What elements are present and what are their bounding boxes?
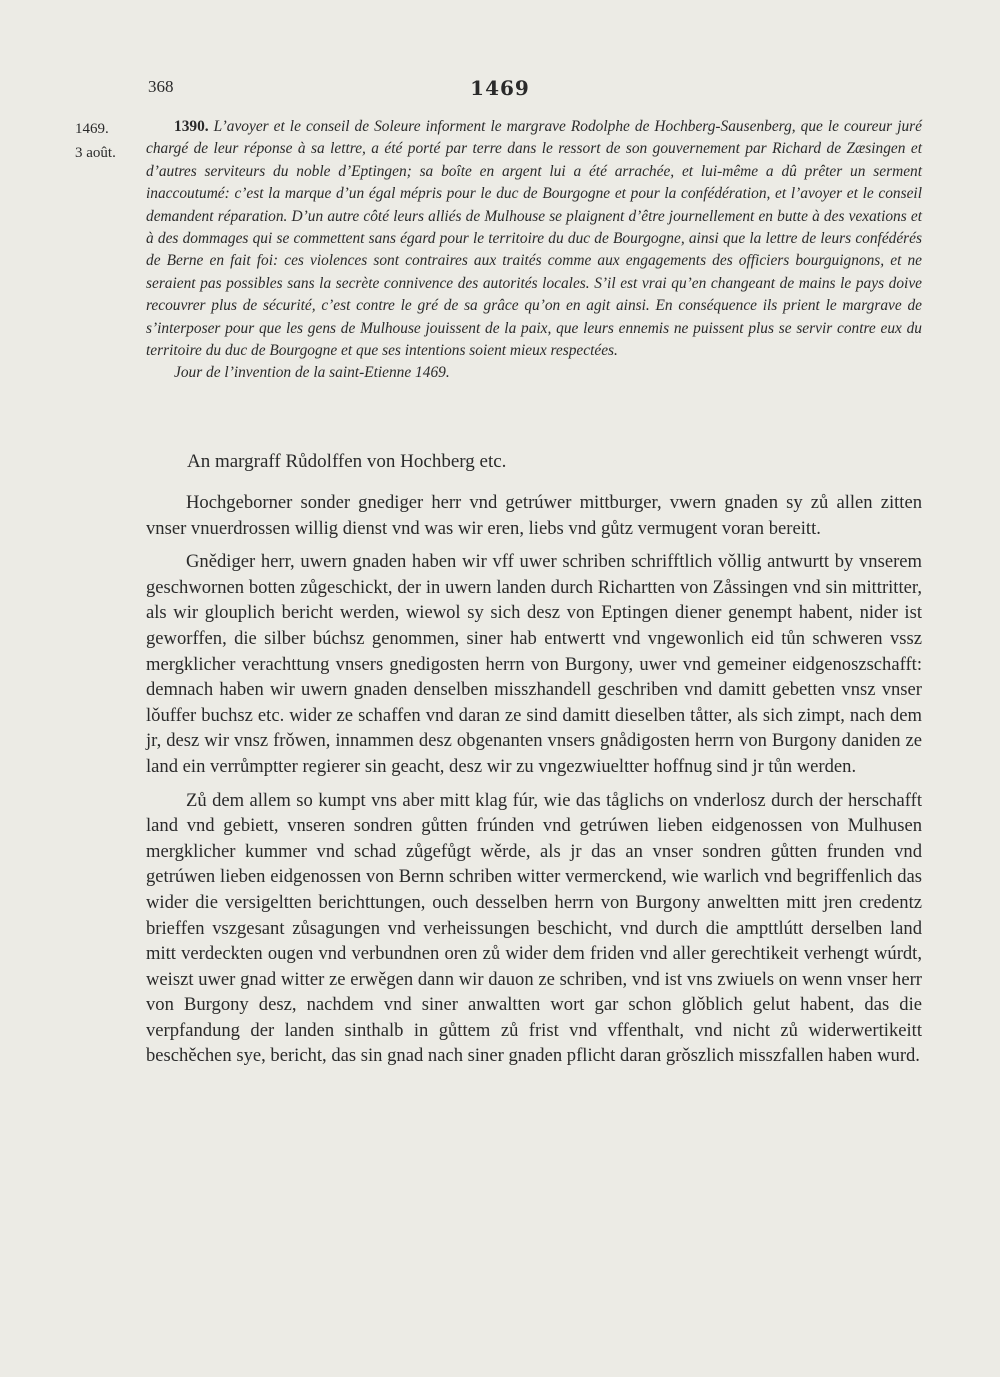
letter-paragraph-2: Gnědiger herr, uwern gnaden haben wir vff uwer schriben schrifftlich vǒllig antwurtt by vnserem geschwornen botten zůgeschickt, der in uwern landen durch Richartten von Zåssingen vnd sin mittritter, als wir glouplich bericht werden, wiewol sy sich desz von Eptingen diener genempt habent, nider ist geworffen, die silber búchsz genommen, siner hab entwertt vnd vngewonlich eid tůn schweren vssz mergklicher verachttung vnsers gnedigosten herrn von Burgony, uwer vnd gemeiner eidgenoszschafft: demnach haben wir uwern gnaden denselben misszhandell geschriben vnd damitt gebetten vnsz vnser lǒuffer buchsz etc. wider ze schaffen vnd daran ze sind damitt dieselben tåtter, als sich zimpt, nach dem jr, desz wir vnsz frǒwen, innammen desz obgenanten vnsers gnådigosten herrn von Burgony daniden ze land ein verrůmptter regierer sin geacht, desz wir zu vngezwiueltter hoffnug sind jr tůn werden. [146, 551, 922, 777]
summary-paragraph [146, 116, 922, 362]
letter-paragraph-3: Zů dem allem so kumpt vns aber mitt klag fúr, wie das tåglichs on vnderlosz durch der herschafft land vnd gebiett, vnseren sondren gůtten frúnden vnd getrúwen lieben eidgenossen von Mulhusen mergklicher kummer vnd schad zůgefůgt wěrde, als jr das an vnser sondren gůtten frunden vnd getrúwen lieben eidgenossen von Bernn schriben witter vermerckend, wie warlich vnd begriffenlich das wider die versigeltten berichttungen, ouch desselben herrn von Burgony anweltten mitt jren credentz brieffen vszgesant zůsagungen vnd verheissungen beschicht, vnd durch die ampttlútt derselben land mitt verdeckten ougen vnd verbundnen oren zů wider dem friden vnd aller gerechtikeit verhengt wúrdt, weiszt uwer gnad witter ze erwěgen dann wir dauon ze schriben, vnd ist vns zwiuels on wenn vnser herr von Burgony desz, nachdem vnd siner anwaltten wort gar schon glǒblich gelut habent, das die verpfandung der landen sinthalb in gůttem zů frist vnd vffenthalt, vnd nicht zů widerwertikeitt beschěchen sye, bericht, das sin gnad nach siner gnaden pflicht daran grǒszlich misszfallen haben wurd. [146, 789, 922, 1067]
margin-date [75, 117, 135, 165]
document-number: 1390. [174, 118, 209, 135]
summary-dateline: Jour de l’invention de la saint-Etienne 1469. [174, 364, 450, 382]
margin-day: 3 août. [75, 145, 116, 161]
running-head-year: 1469 [470, 76, 530, 100]
document-summary [146, 116, 922, 385]
margin-year: 1469. [75, 121, 109, 137]
letter-address: An margraff Růdolffen von Hochberg etc. [187, 451, 507, 472]
page-number: 368 [148, 77, 174, 96]
letter-body [146, 490, 922, 1077]
summary-text: L’avoyer et le conseil de Soleure informent le margrave Rodolphe de Hochberg-Sausenberg, que le coureur juré chargé de leur réponse à sa lettre, a été porté par terre dans le ressort de son gouvernement par Richard de Zæsingen et d’autres serviteurs du noble d’Eptingen; sa boîte en argent lui a été arrachée, et lui-même a dû prêter un serment inaccoutumé: c’est la marque d’un égal mépris pour le duc de Bourgogne et pour la confédération, et l’avoyer et le conseil demandent réparation. D’un autre côté leurs alliés de Mulhouse se plaignent d’être journellement en butte à des vexations et à des dommages qui se commettent sans égard pour le territoire du duc de Bourgogne, ainsi que la lettre de leurs confédérés de Berne en fait foi: ces violences sont contraires aux traités comme aux engagements des officiers bourguignons, et ne seraient pas possibles sans la secrète connivence des autorités locales. S’il est vrai qu’en changeant de mains le pays doive recouvrer plus de sécurité, c’est contre le gré de sa grâce qu’on en agit ainsi. En conséquence ils prient le margrave de s’interposer pour que les gens de Mulhouse jouissent de la paix, que leurs ennemis ne puissent plus se servir contre eux du territoire du duc de Bourgogne et que ses intentions soient mieux respectées. [146, 118, 922, 360]
letter-paragraph-1: Hochgeborner sonder gnediger herr vnd getrúwer mittburger, vwern gnaden sy zů allen zitten vnser vnuerdrossen willig dienst vnd was wir eren, liebs vnd gůtz vermugent voran bereitt. [146, 492, 922, 539]
